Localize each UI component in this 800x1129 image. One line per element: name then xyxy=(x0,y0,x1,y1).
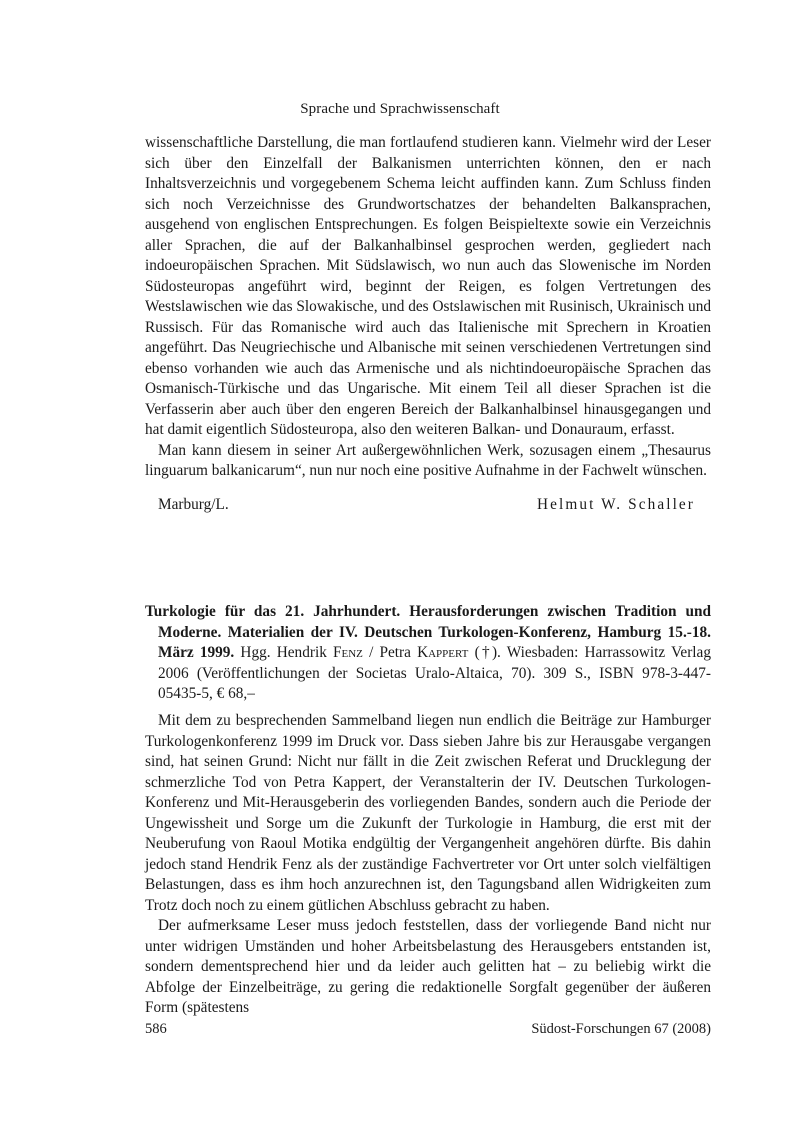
signature-place: Marburg/L. xyxy=(158,496,229,513)
review-paragraph: Man kann diesem in seiner Art außergewöhnlichen Werk, sozusagen einem „Thesaurus linguarum balkanicarum“, nun nur noch eine positive Aufnahme in der Fachwelt wünschen. xyxy=(145,441,711,479)
citation-editors-prefix: Hgg. Hendrik xyxy=(240,644,327,661)
citation-editor-surname: Kappert xyxy=(417,644,469,661)
page-footer xyxy=(145,1021,711,1038)
review-paragraph: wissenschaftliche Darstellung, die man fortlaufend studieren kann. Vielmehr wird der Leser sich über den Einzelfall der Balkanismen unterrichten können, den er nach Inhaltsverzeichnis und vorgegebenem Schema leicht auffinden kann. Zum Schluss finden sich noch Verzeichnisse des Grundwortschatzes der behandelten Balkansprachen, ausgehend von englischen Entsprechungen. Es folgen Beispieltexte sowie ein Verzeichnis aller Sprachen, die auf der Balkanhalbinsel gesprochen werden, gegliedert nach indoeuropäischen Sprachen. Mit Südslawisch, wo nun auch das Slowenische im Norden Südosteuropas angeführt wird, beginnt der Reigen, es folgen Vertretungen des Westslawischen wie das Slowakische, und des Ostslawischen mit Rusinisch, Ukrainisch und Russisch. Für das Romanische wird auch das Italienische mit Sprechern in Kroatien angeführt. Das Neugriechische und Albanische mit seinen verschiedenen Vertretungen sind ebenso vorhanden wie auch das Armenische und als nichtindoeuropäische Sprachen das Osmanisch-Türkische und das Ungarische. Mit einem Teil all dieser Sprachen ist die Verfasserin aber auch über den engeren Bereich der Balkanhalbinsel hinausgegangen und hat damit eigentlich Südosteuropa, also den weiteren Balkan- und Donauraum, erfasst. xyxy=(145,134,711,438)
running-header: Sprache und Sprachwissenschaft xyxy=(300,101,500,117)
review-paragraph: Der aufmerksame Leser muss jedoch feststellen, dass der vorliegende Band nicht nur unter widrigen Umständen und hoher Arbeitsbelastung des Herausgebers entstanden ist, sondern dementsprechend hier und da leider auch gelitten hat – zu beliebig wirkt die Abfolge der Einzelbeiträge, zu gering die redaktionelle Sorgfalt gegenüber der äußeren Form (spätestens xyxy=(145,917,711,1016)
review-signature xyxy=(158,496,695,514)
page-number: 586 xyxy=(145,1021,167,1037)
citation-details: (†). Wiesbaden: Harrassowitz Verlag 2006 (Veröffentlichungen der Societas Uralo-Altaica, 70). 309 S., ISBN 978-3-447-05435-5, € 68,– xyxy=(158,644,711,702)
citation-editor-surname: Fenz xyxy=(333,644,363,661)
signature-reviewer: Helmut W. Schaller xyxy=(536,496,695,513)
journal-citation: Südost-Forschungen 67 (2008) xyxy=(531,1021,711,1037)
previous-review-body xyxy=(145,133,711,482)
citation-editor-separator: / Petra xyxy=(369,644,411,661)
citation-title: Turkologie für das 21. Jahrhundert. Herausforderungen zwischen Tradition und Moderne. Materialien der IV. Deutschen Turkologen-Konferenz, Hamburg 15.-18. März 1999. xyxy=(145,603,711,661)
book-citation xyxy=(145,602,711,705)
review-paragraph: Mit dem zu besprechenden Sammelband liegen nun endlich die Beiträge zur Hamburger Turkologenkonferenz 1999 im Druck vor. Dass sieben Jahre bis zur Herausgabe vergangen sind, hat seinen Grund: Nicht nur fällt in die Zeit zwischen Referat und Drucklegung der schmerzliche Tod von Petra Kappert, der Veranstalterin der IV. Deutschen Turkologen-Konferenz und Mit-Herausgeberin des vorliegenden Bandes, sondern auch die Periode der Ungewissheit und Sorge um die Zukunft der Turkologie in Hamburg, die erst mit der Neuberufung von Raoul Motika endgültig der Vergangenheit angehören dürfte. Bis dahin jedoch stand Hendrik Fenz als der zuständige Fachvertreter vor Ort unter solch vielfältigen Belastungen, dass es ihm hoch anzurechnen ist, den Tagungsband allen Widrigkeiten zum Trotz doch noch zu einem gütlichen Abschluss gebracht zu haben. xyxy=(145,712,711,914)
new-review-body xyxy=(145,711,711,1019)
